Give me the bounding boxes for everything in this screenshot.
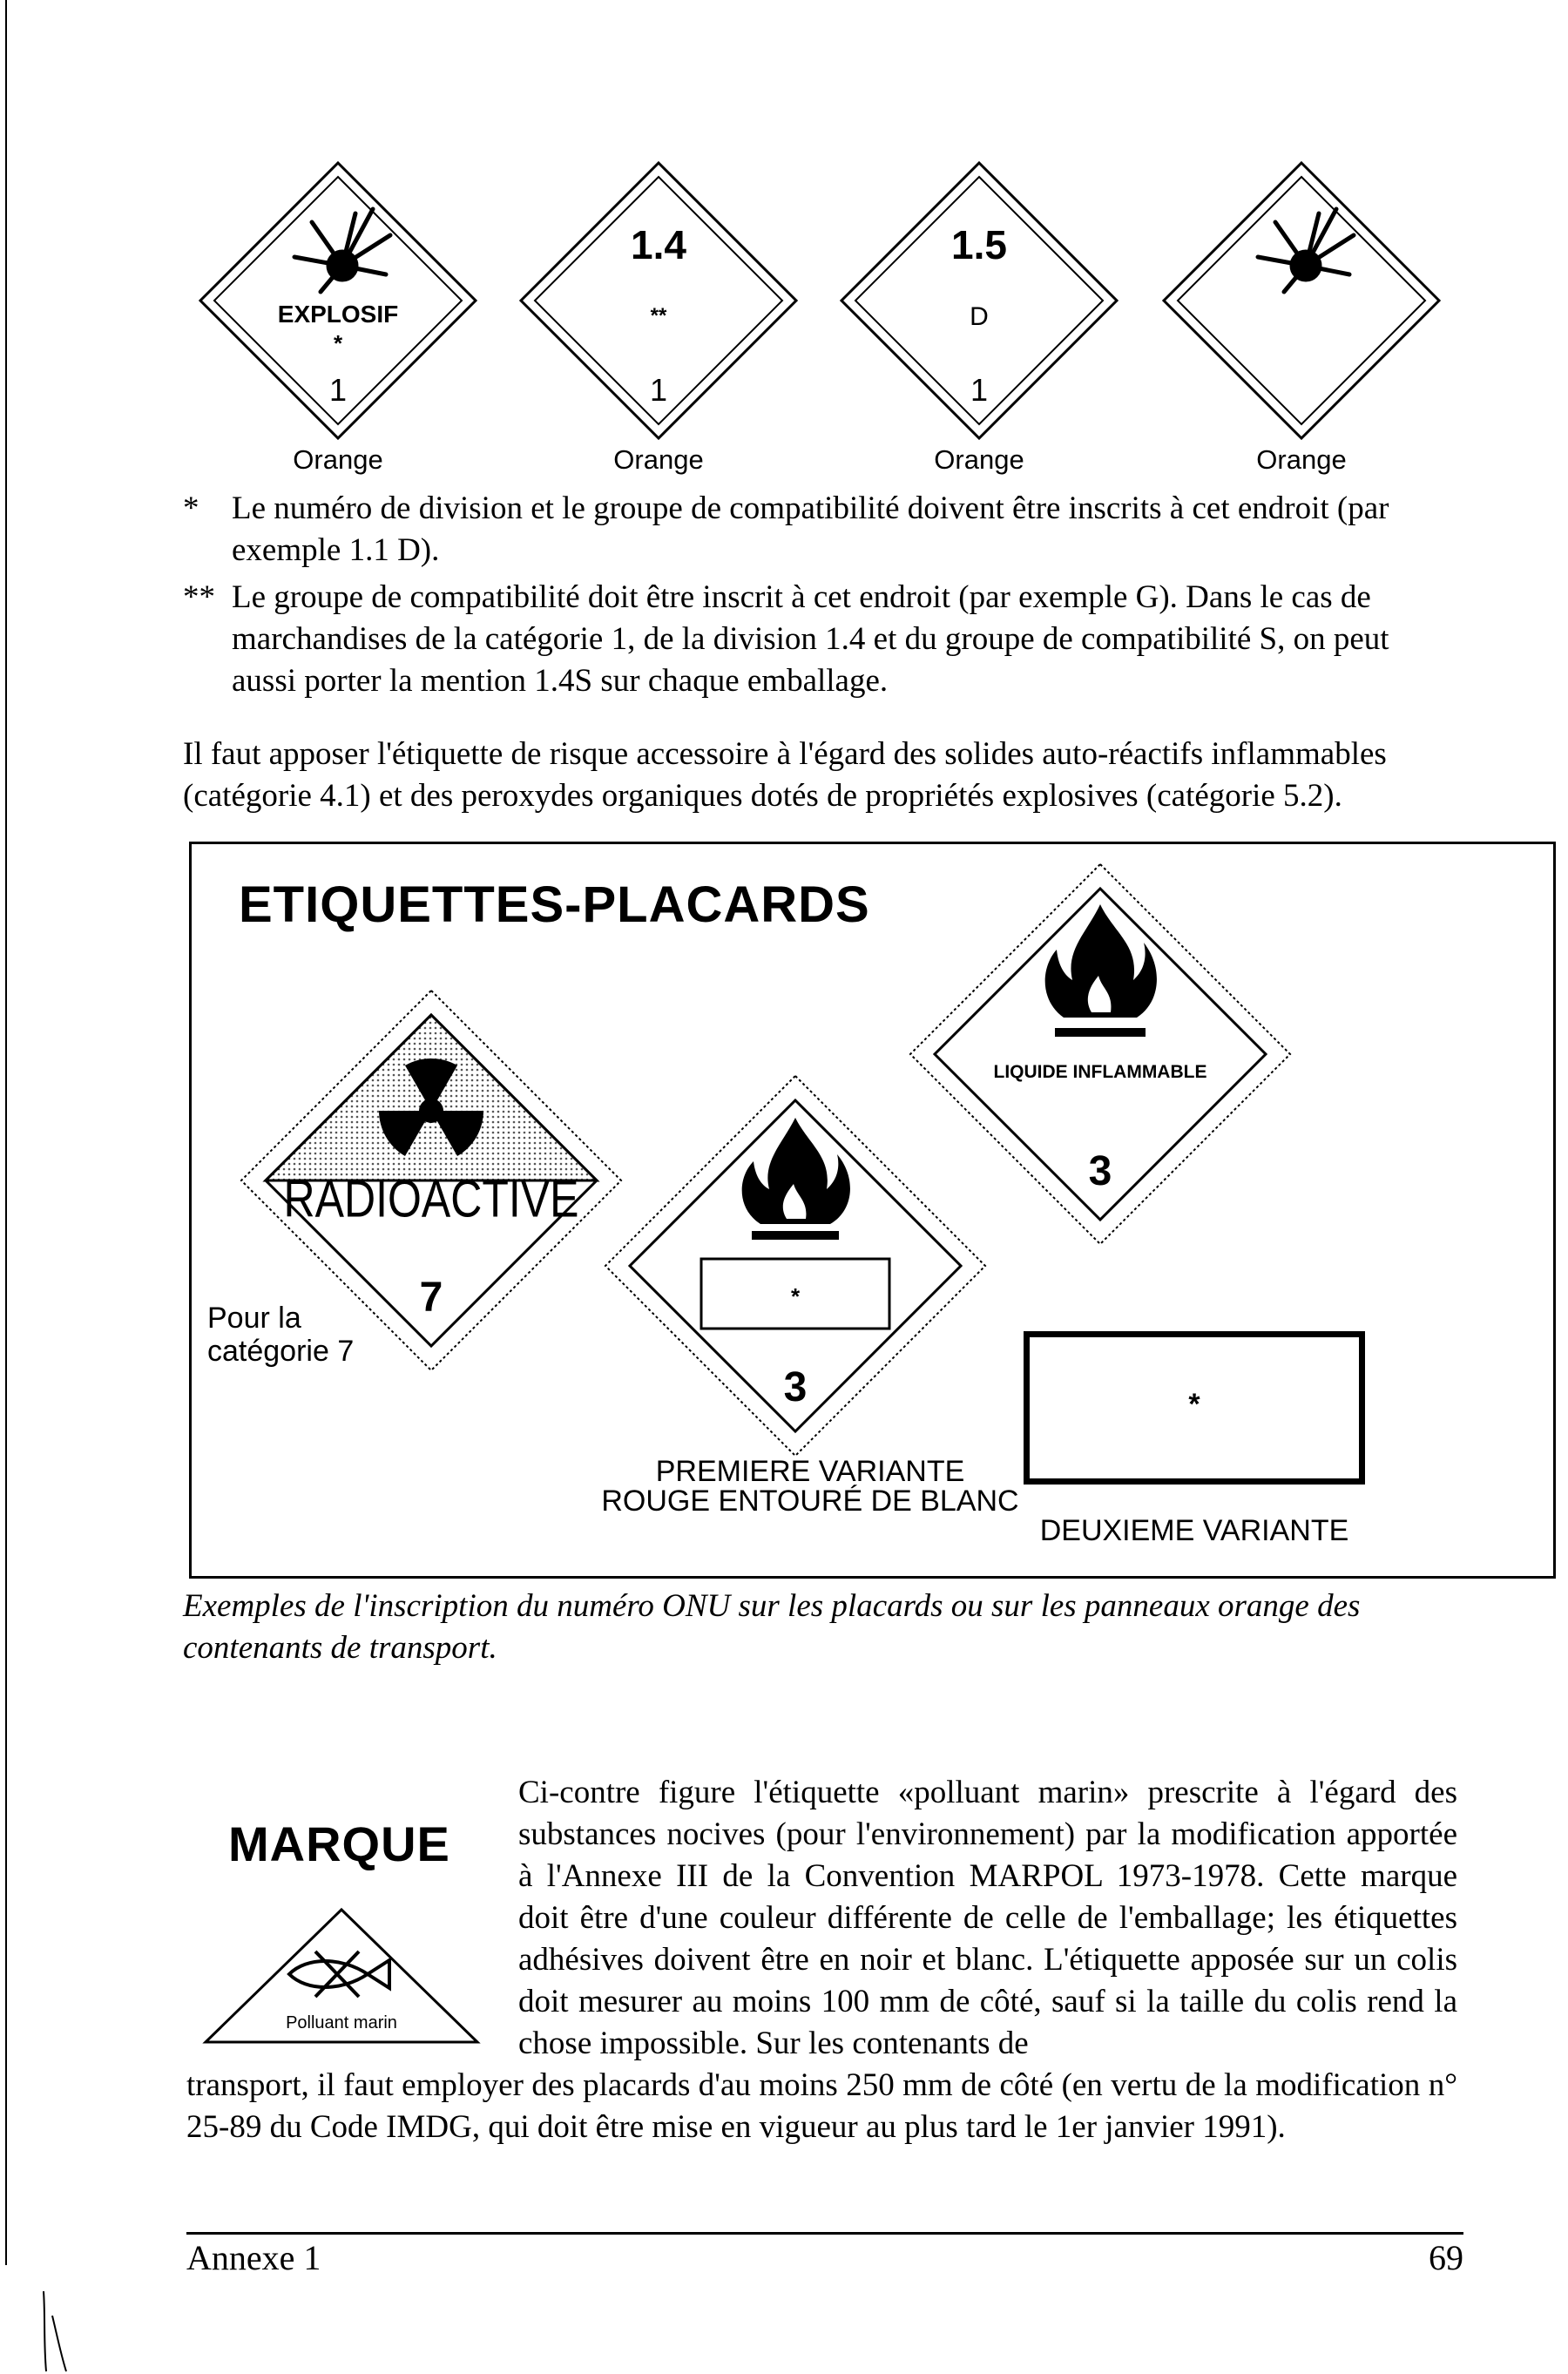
second-variant-label: DEUXIEME VARIANTE bbox=[1039, 1514, 1349, 1547]
label-compat-group: D bbox=[970, 302, 989, 331]
first-variant-label bbox=[558, 1457, 1063, 1516]
marine-pollutant-label: Polluant marin bbox=[286, 2013, 397, 2032]
note-mark: ** bbox=[183, 579, 215, 615]
label-division: 1.4 bbox=[631, 222, 686, 267]
radioactive-label: RADIOACTIVE bbox=[283, 1169, 579, 1228]
label-star: * bbox=[333, 330, 343, 356]
note-mark: * bbox=[183, 490, 199, 526]
label-division: 1.5 bbox=[951, 222, 1007, 267]
label-class-number: 1 bbox=[328, 372, 348, 408]
explosive-label-4 bbox=[1162, 161, 1441, 440]
label-caption: Orange bbox=[1256, 444, 1347, 475]
radioactive-number: 7 bbox=[419, 1275, 443, 1321]
paragraph-subsidiary-risk: Il faut apposer l'étiquette de risque accessoire à l'égard des solides auto-réactifs inflammables (catégorie 4.1) et des peroxydes organiques dotés de propriétés explosives (catégorie 5.2). bbox=[183, 736, 1387, 814]
first-variant-placard bbox=[604, 1074, 987, 1458]
figure-caption: Exemples de l'inscription du numéro ONU sur les placards ou sur les panneaux orange des contenants de transport. bbox=[183, 1588, 1361, 1666]
label-caption: Orange bbox=[293, 444, 383, 475]
liquid-label: LIQUIDE INFLAMMABLE bbox=[993, 1062, 1207, 1082]
explosive-label-1 bbox=[199, 161, 477, 440]
marque-text-full: transport, il faut employer des placards d'au moins 250 mm de côté (en vertu de la modification n° 25-89 du Code IMDG, qui doit être mise en vigueur au plus tard le 1er janvier 1991). bbox=[186, 2067, 1457, 2145]
first-variant-title: PREMIERE VARIANTE bbox=[655, 1455, 965, 1488]
marque-title: MARQUE bbox=[228, 1816, 450, 1871]
label-star: ** bbox=[650, 304, 667, 328]
page-number: 69 bbox=[1429, 2238, 1463, 2277]
note-text: Le groupe de compatibilité doit être inscrit à cet endroit (par exemple G). Dans le cas de marchandises de la catégorie 1, de la division 1.4 et du groupe de compatibilité S, on peut aussi porter la mention 1.4S sur chaque emballage. bbox=[232, 579, 1389, 699]
marine-pollutant-mark bbox=[202, 1906, 481, 2046]
label-caption: Orange bbox=[613, 444, 704, 475]
label-class-number: 1 bbox=[970, 372, 989, 408]
note-text: Le numéro de division et le groupe de compatibilité doivent être inscrits à cet endroit (par exemple 1.1 D). bbox=[232, 490, 1389, 568]
panel-star: * bbox=[1188, 1388, 1200, 1421]
note-1 bbox=[183, 488, 1455, 572]
explosive-label-2 bbox=[519, 161, 798, 440]
scan-edge-mark bbox=[38, 2289, 73, 2373]
liquid-number: 3 bbox=[1088, 1148, 1112, 1194]
radioactive-note: Pour la catégorie 7 bbox=[207, 1302, 355, 1368]
panel-star: * bbox=[790, 1283, 801, 1309]
footer-rule bbox=[186, 2232, 1463, 2235]
first-number: 3 bbox=[783, 1364, 808, 1410]
label-class-number: 1 bbox=[649, 372, 668, 408]
first-variant-subtitle: ROUGE ENTOURÉ DE BLANC bbox=[601, 1485, 1019, 1518]
placards-title: ETIQUETTES-PLACARDS bbox=[239, 876, 870, 933]
label-text-explosif: EXPLOSIF bbox=[277, 301, 399, 328]
marque-text-column: Ci-contre figure l'étiquette «polluant marin» prescrite à l'égard des substances nocives (pour l'environnement) par la modification apportée à l'Annexe III de la Convention MARPOL 1973-1978. Cette marque doit être d'une couleur différente de celle de l'emballage; les étiquettes adhésives doivent être en noir et blanc. L'étiquette apposée sur un colis doit mesurer au moins 100 mm de côté, sauf si la taille du colis rend la chose impossible. Sur les contenants de bbox=[518, 1775, 1457, 2061]
label-caption: Orange bbox=[934, 444, 1024, 475]
note-2 bbox=[183, 577, 1455, 702]
orange-panel bbox=[1024, 1331, 1365, 1485]
explosive-label-3 bbox=[840, 161, 1119, 440]
footer-left: Annexe 1 bbox=[186, 2238, 321, 2277]
scan-edge-line bbox=[5, 0, 7, 2265]
